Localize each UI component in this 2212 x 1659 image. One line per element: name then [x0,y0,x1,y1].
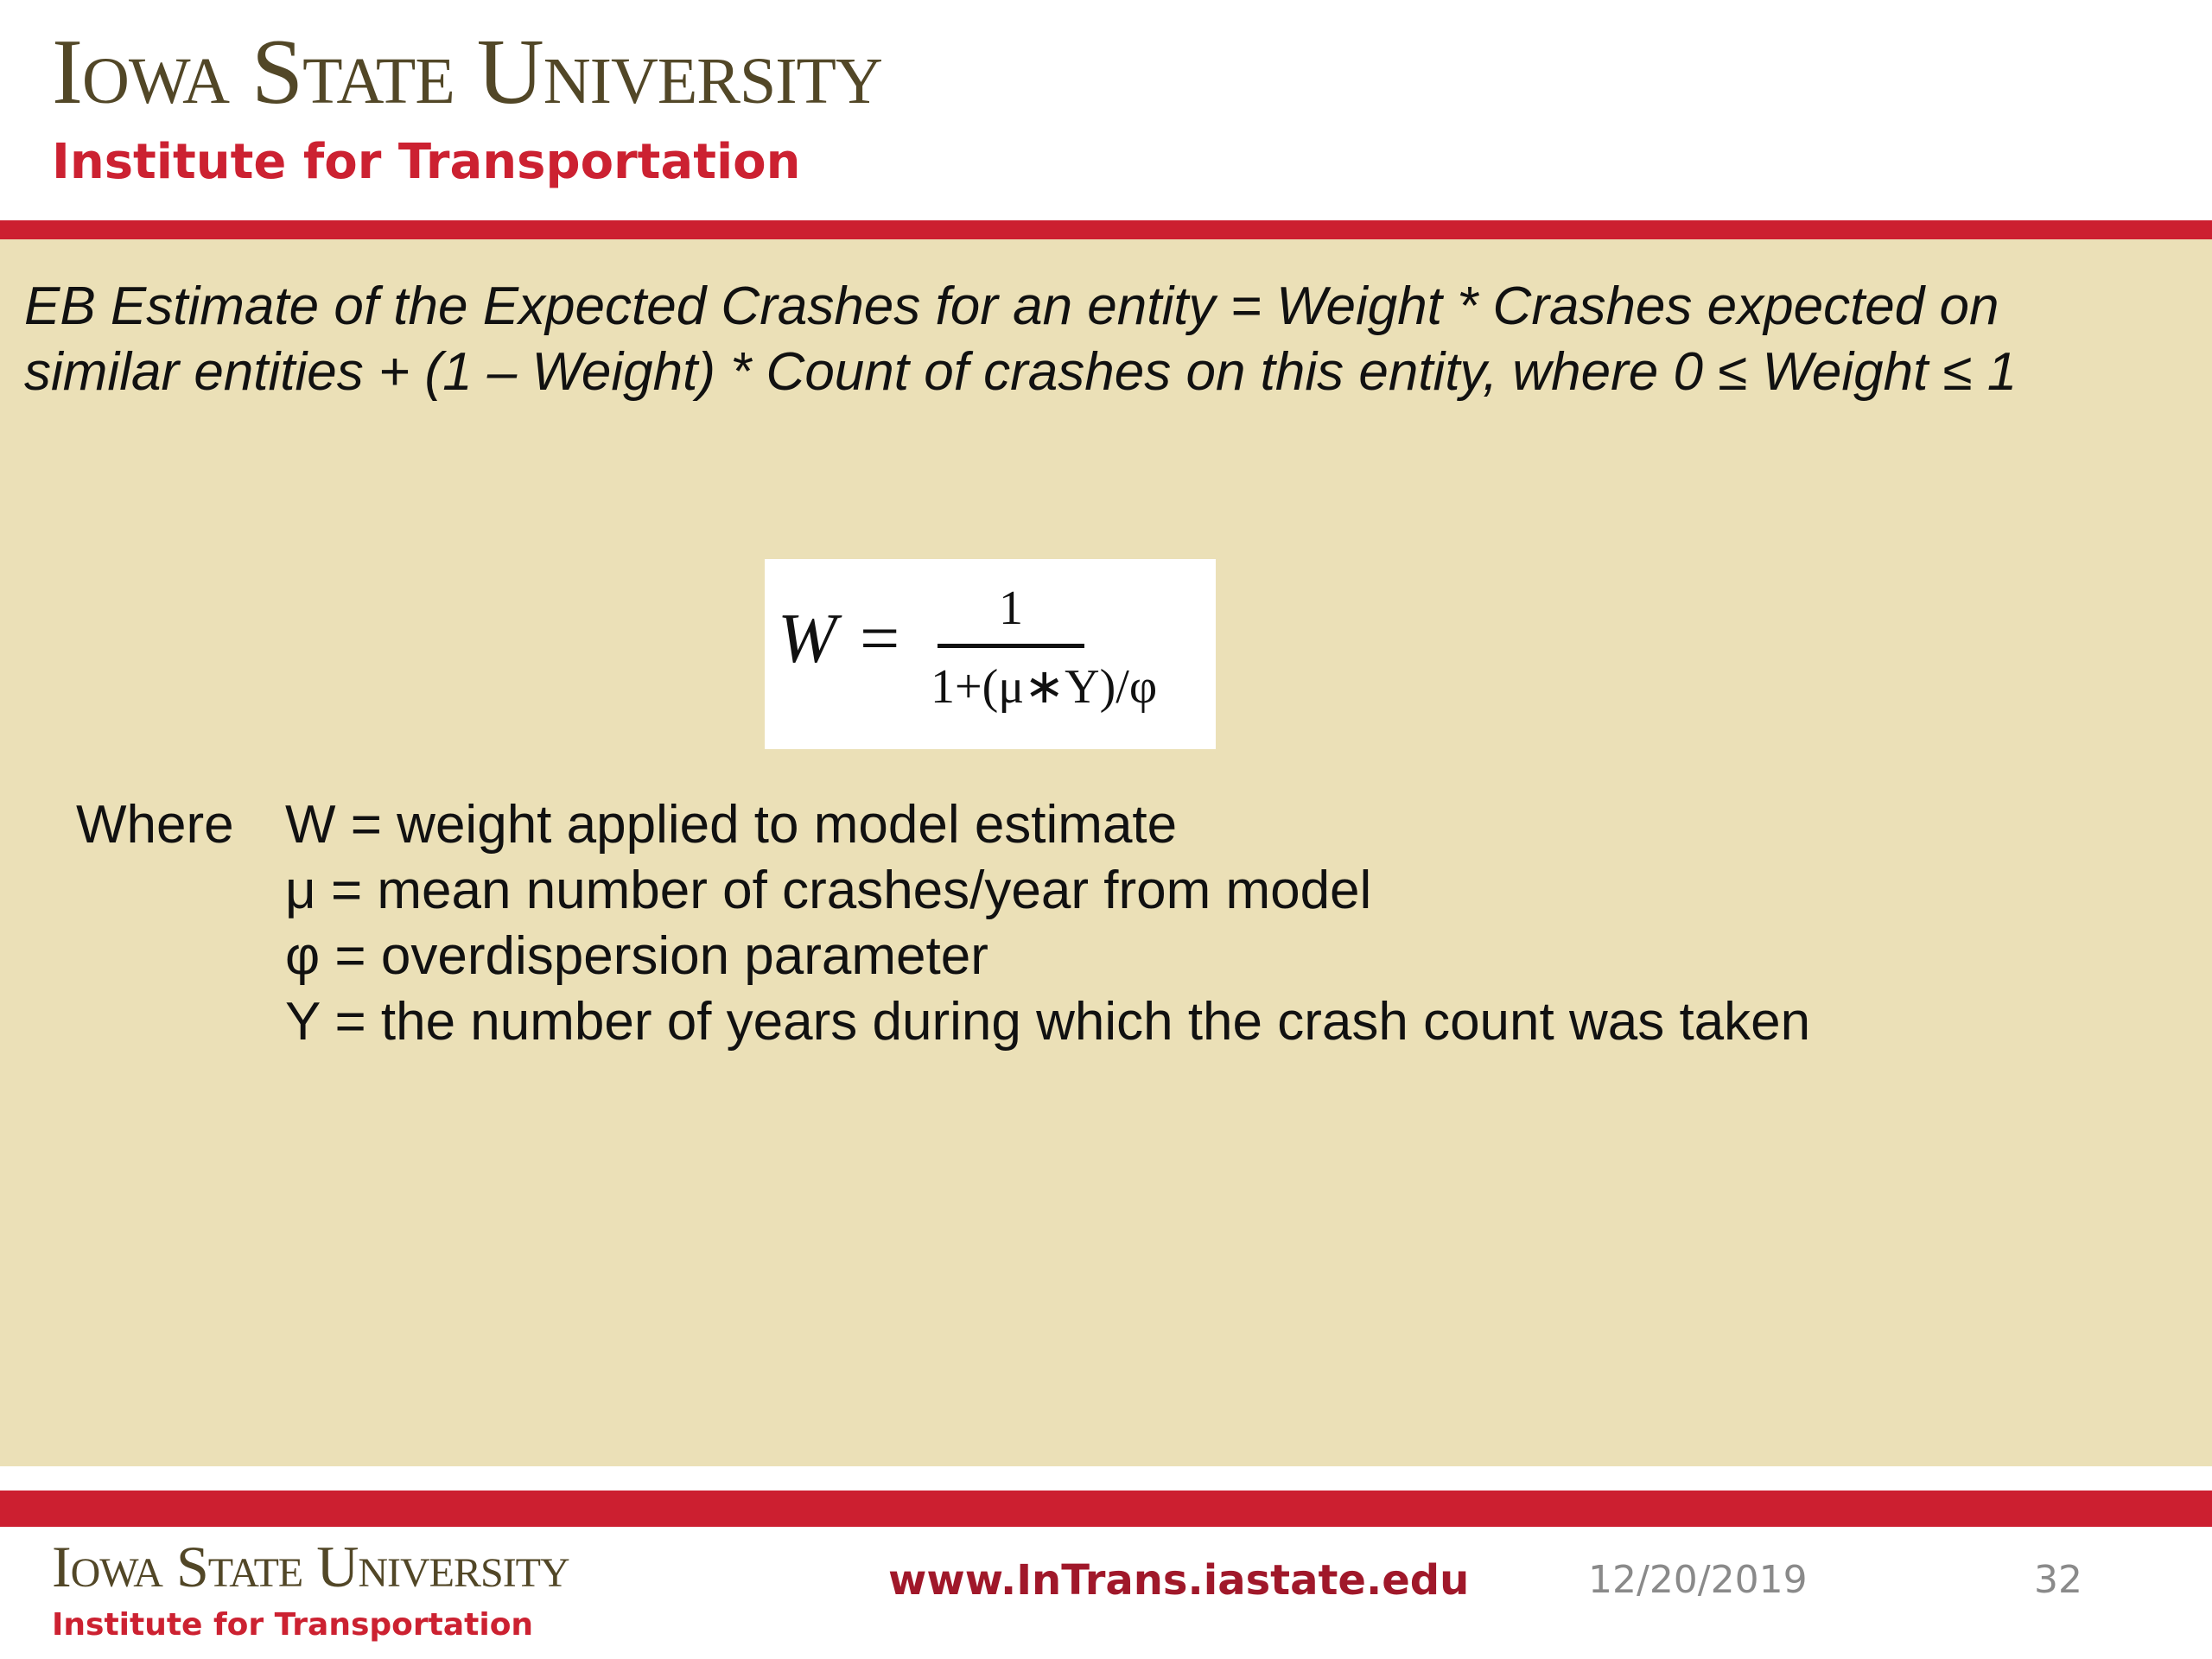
footer-spacer [0,1466,2212,1491]
footer-url: www.InTrans.iastate.edu [888,1556,1470,1605]
slide-number: 32 [2034,1558,2082,1602]
weight-formula [765,559,1216,749]
definition-w: W = weight applied to model estimate [285,795,1178,855]
fraction-bar [938,644,1084,648]
university-logo-text: Iowa State University [52,21,882,124]
where-label: Where [76,795,234,855]
formula-lhs: W [778,599,837,677]
footer-date: 12/20/2019 [1588,1558,1808,1602]
definition-y: Y = the number of years during which the crash count was taken [285,992,1811,1052]
definition-mu: μ = mean number of crashes/year from model [285,861,1372,920]
footer-institute-logo-text: Institute for Transportation [52,1607,534,1643]
formula-denominator: 1+(μ∗Y)/φ [931,660,1158,714]
slide-header [0,0,2212,220]
footer-divider [0,1491,2212,1527]
slide-footer [0,1527,2212,1659]
header-divider [0,220,2212,239]
formula-equals: = [860,599,900,677]
definition-phi: φ = overdispersion parameter [285,926,988,986]
institute-logo-text: Institute for Transportation [52,134,801,190]
eb-definition: EB Estimate of the Expected Crashes for an entity = Weight * Crashes expected on similar entities + (1 – Weight) * Count of crashes on this entity, where 0 ≤ Weight ≤ 1 [24,276,2018,402]
footer-university-logo-text: Iowa State University [52,1534,569,1599]
slide-content [0,239,2212,1466]
formula-numerator: 1 [999,582,1023,635]
variable-definitions [285,792,1810,1055]
